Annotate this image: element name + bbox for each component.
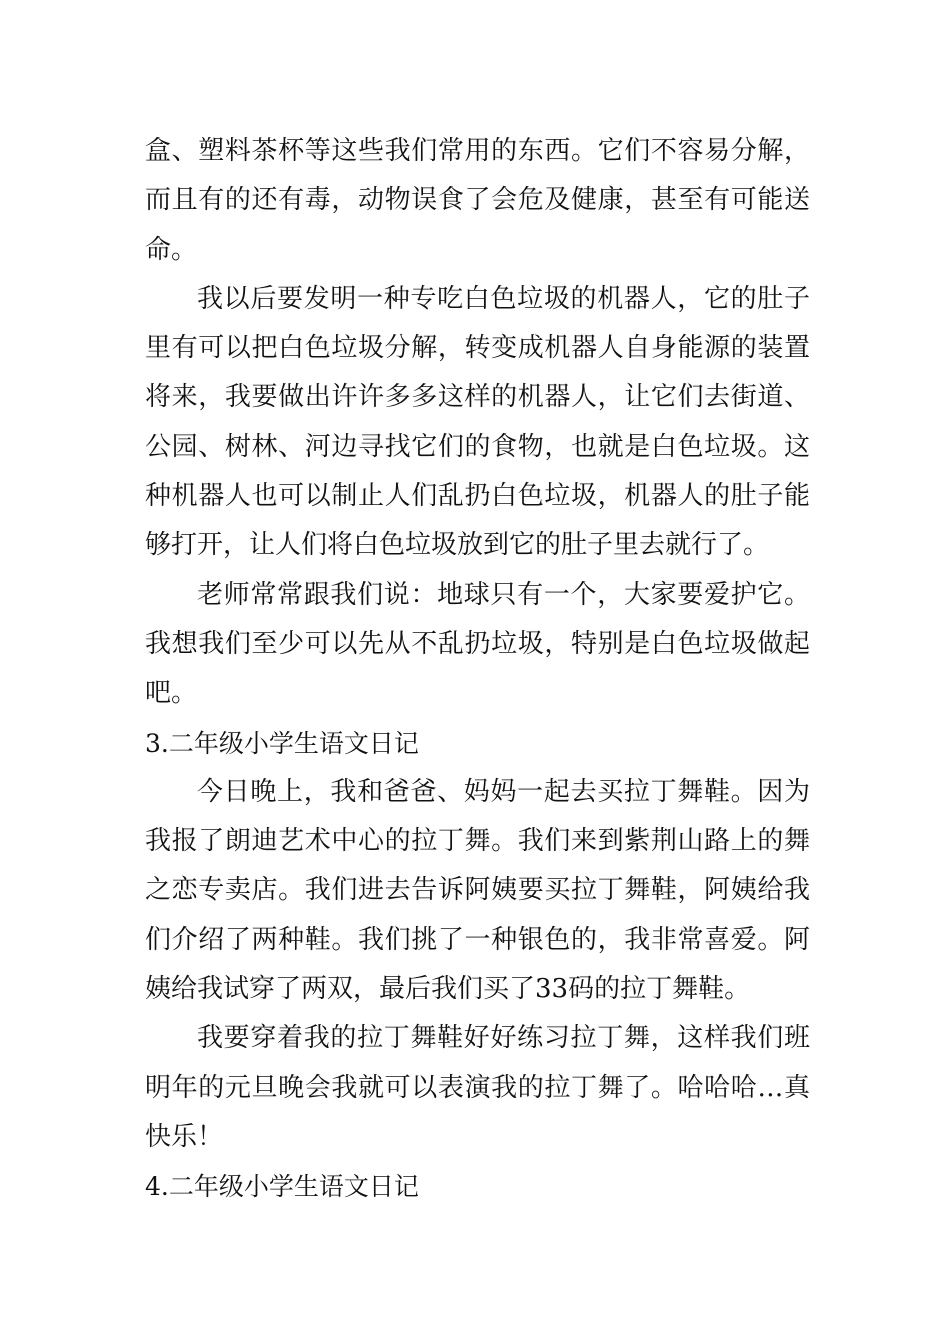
- paragraph-dance-shoes: 今日晚上，我和爸爸、妈妈一起去买拉丁舞鞋。因为我报了朗迪艺术中心的拉丁舞。我们来到紫荆山路上的舞之恋专卖店。我们进去告诉阿姨要买拉丁舞鞋，阿姨给我们介绍了两种鞋。我们挑了一种银色的，我非常喜爱。阿姨给我试穿了两双，最后我们买了33码的拉丁舞鞋。: [145, 776, 810, 1005]
- section-heading-4: 4.二年级小学生语文日记: [145, 1172, 419, 1202]
- paragraph-continued: 盒、塑料茶杯等这些我们常用的东西。它们不容易分解，而且有的还有毒，动物误食了会危及健康，甚至有可能送命。: [145, 136, 810, 265]
- section-heading-3: 3.二年级小学生语文日记: [145, 728, 419, 758]
- paragraph-practice: 我要穿着我的拉丁舞鞋好好练习拉丁舞，这样我们班明年的元旦晚会我就可以表演我的拉丁舞了。哈哈哈…真快乐！: [145, 1023, 810, 1152]
- paragraph-robot-invention: 我以后要发明一种专吃白色垃圾的机器人，它的肚子里有可以把白色垃圾分解，转变成机器人自身能源的装置将来，我要做出许许多多这样的机器人，让它们去街道、公园、树林、河边寻找它们的食物，也就是白色垃圾。这种机器人也可以制止人们乱扔白色垃圾，机器人的肚子能够打开，让人们将白色垃圾放到它的肚子里去就行了。: [145, 283, 810, 561]
- document-page: [145, 127, 810, 1212]
- paragraph-teacher-advice: 老师常常跟我们说：地球只有一个，大家要爱护它。我想我们至少可以先从不乱扔垃圾，特别是白色垃圾做起吧。: [145, 579, 810, 709]
